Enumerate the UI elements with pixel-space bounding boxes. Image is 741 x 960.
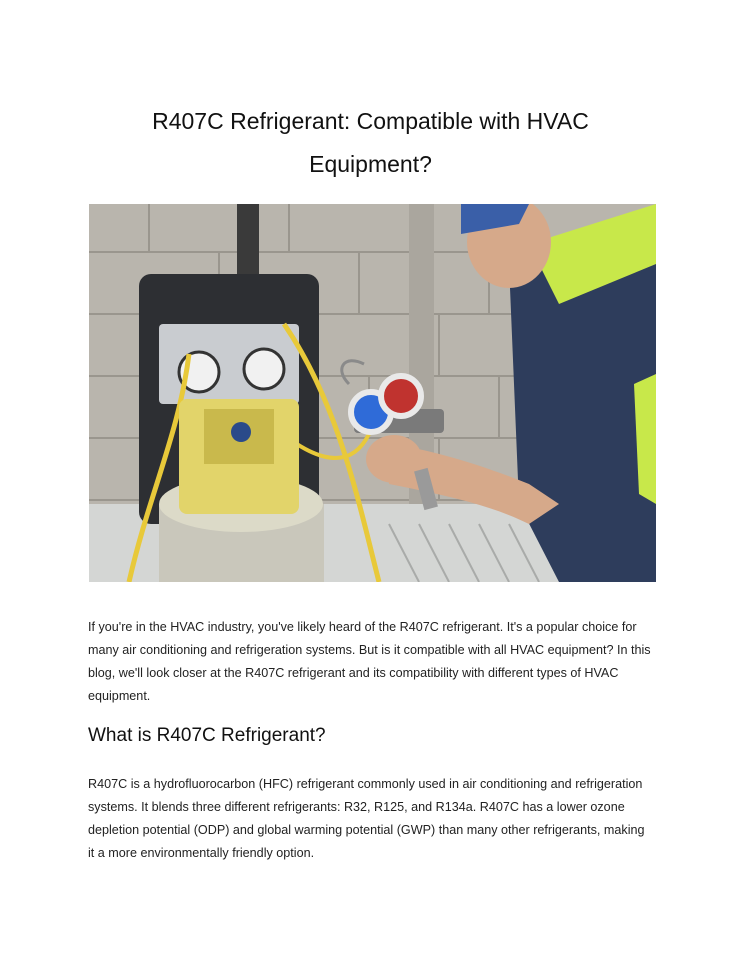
section-heading-what-is-r407c: What is R407C Refrigerant? <box>88 725 326 746</box>
hvac-technician-illustration <box>89 204 656 582</box>
hero-photo <box>89 204 656 582</box>
title-line-1: R407C Refrigerant: Compatible with HVAC <box>152 108 589 134</box>
intro-paragraph: If you're in the HVAC industry, you've likely heard of the R407C refrigerant. It's a popular choice for many air conditioning and refrigeration systems. But is it compatible with all HVAC equipment? In this blog, we'll look closer at the R407C refrigerant and its compatibility with different types of HVAC equipment. <box>88 619 651 703</box>
section-body-what-is-r407c: R407C is a hydrofluorocarbon (HFC) refrigerant commonly used in air conditioning and refrigeration systems. It blends three different refrigerants: R32, R125, and R134a. R407C has a lower ozone depletion potential (ODP) and global warming potential (GWP) than many other refrigerants, making it a more environmentally friendly option. <box>88 776 645 860</box>
page-title <box>88 100 653 186</box>
title-line-2: Equipment? <box>309 151 432 177</box>
